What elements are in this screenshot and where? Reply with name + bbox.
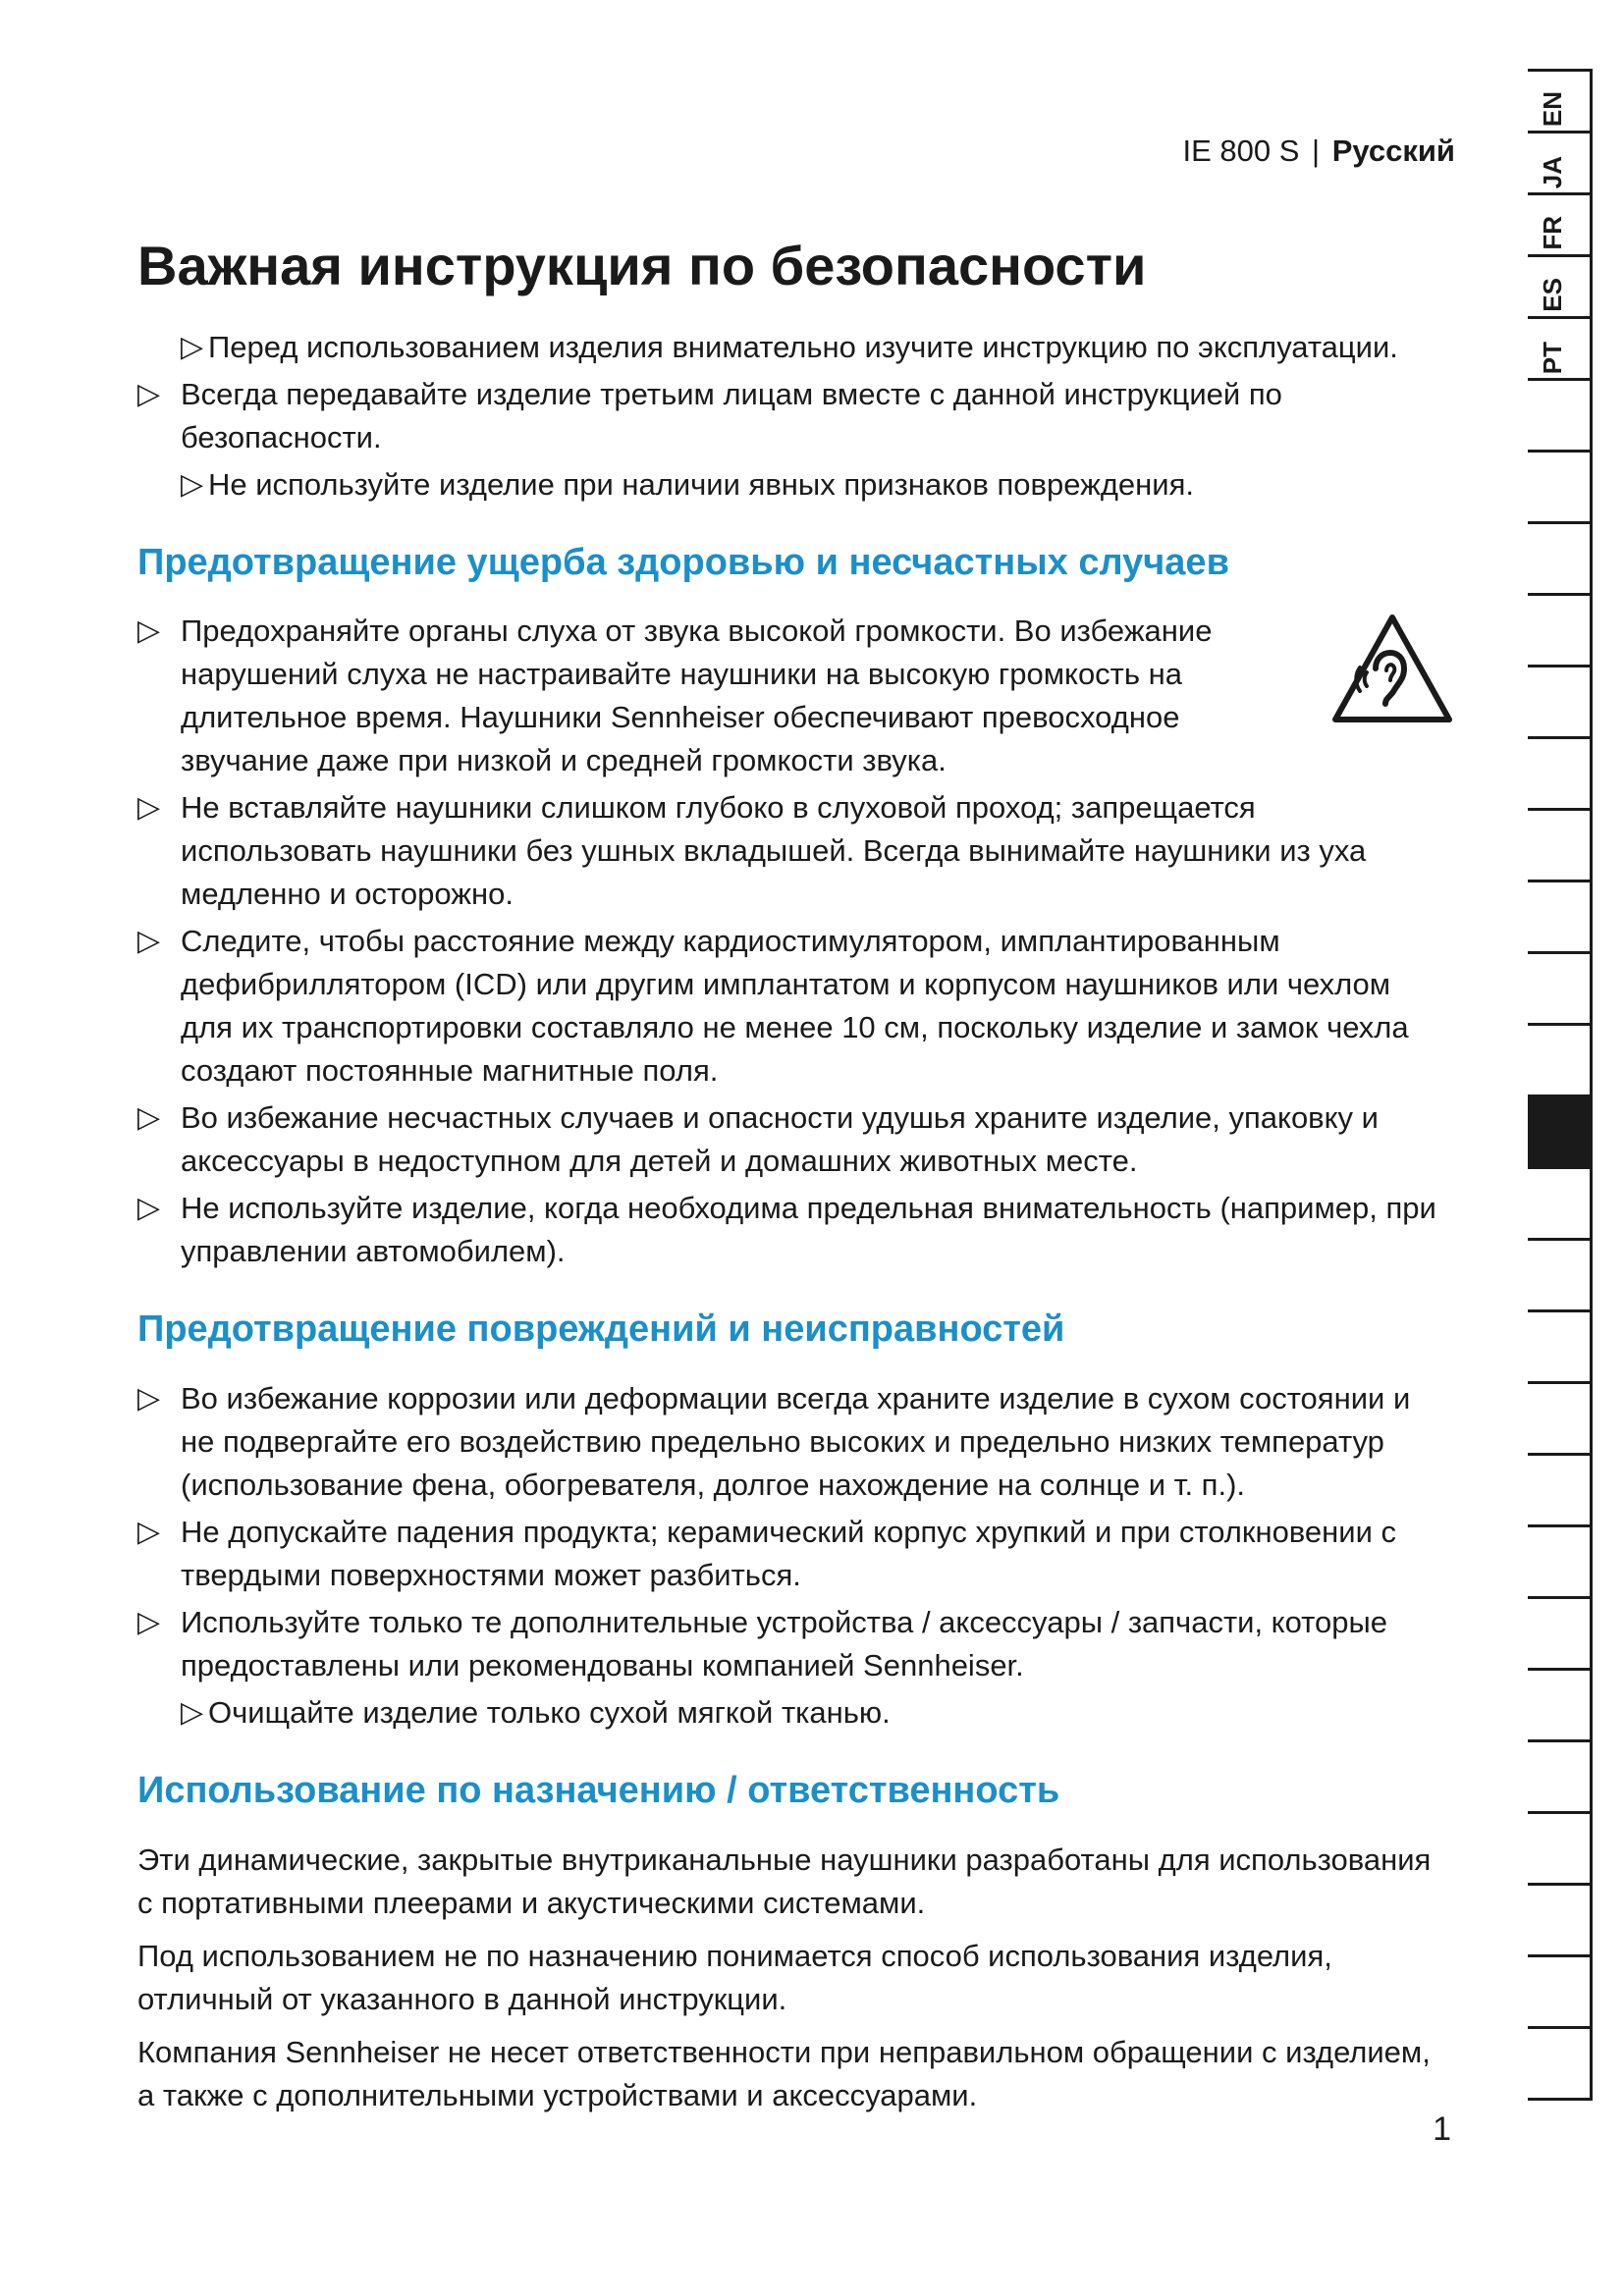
header-language: Русский bbox=[1331, 133, 1455, 168]
section-tab bbox=[1528, 808, 1593, 880]
section-tab bbox=[1528, 450, 1593, 521]
section-tab bbox=[1528, 1954, 1593, 2026]
lang-tab-fr: FR bbox=[1528, 192, 1593, 254]
lang-tab-pt: PT bbox=[1528, 316, 1593, 378]
document-body bbox=[137, 236, 1443, 2127]
triangle-bullet-icon: ▷ bbox=[181, 1695, 204, 1729]
triangle-bullet-icon: ▷ bbox=[137, 1101, 161, 1135]
section-tab bbox=[1528, 1596, 1593, 1668]
list-item: ▷ Следите, чтобы расстояние между кардиостимулятором, имплантированным дефибриллятором (ICD) или другим имплантатом и корпусом наушников или чехлом для их транспортировки составляло не менее 10 см, поскольку изделие и замок чехла создают постоянные магнитные поля. bbox=[137, 920, 1443, 1093]
triangle-bullet-icon: ▷ bbox=[137, 614, 161, 648]
section-tab bbox=[1528, 665, 1593, 736]
section-tab bbox=[1528, 378, 1593, 450]
list-item: ▷ Не вставляйте наушники слишком глубоко в слуховой проход; запрещается использовать наушники без ушных вкладышей. Всегда вынимайте наушники из уха медленно и осторожно. bbox=[137, 786, 1443, 916]
section-tab bbox=[1528, 1238, 1593, 1309]
section-tab bbox=[1528, 1309, 1593, 1381]
list-item: ▷ Во избежание коррозии или деформации всегда храните изделие в сухом состоянии и не подвергайте его воздействию предельно высоких и предельно низких температур (использование фена, обогревателя, долгое нахождение на солнце и т. п.). bbox=[137, 1377, 1443, 1507]
section-tab bbox=[1528, 1381, 1593, 1453]
section-tab bbox=[1528, 521, 1593, 593]
lang-tab-es: ES bbox=[1528, 254, 1593, 316]
list-item: ▷ Перед использованием изделия внимательно изучите инструкцию по эксплуатации. bbox=[137, 326, 1443, 369]
section-tab bbox=[1528, 1023, 1593, 1095]
list-item: ▷ Во избежание несчастных случаев и опасности удушья храните изделие, упаковку и аксессуары в недоступном для детей и домашних животных месте. bbox=[137, 1096, 1443, 1183]
triangle-bullet-icon: ▷ bbox=[181, 330, 204, 363]
list-item: ▷ Используйте только те дополнительные устройства / аксессуары / запчасти, которые предоставлены или рекомендованы компанией Sennheiser. bbox=[137, 1601, 1443, 1687]
triangle-bullet-icon: ▷ bbox=[137, 1192, 161, 1225]
product-model: IE 800 S bbox=[1182, 133, 1300, 168]
section-tab bbox=[1528, 2026, 1593, 2101]
triangle-bullet-icon: ▷ bbox=[181, 467, 204, 501]
section-tab bbox=[1528, 951, 1593, 1023]
triangle-bullet-icon: ▷ bbox=[137, 1381, 161, 1415]
section-tab bbox=[1528, 736, 1593, 808]
language-tab-strip bbox=[1528, 69, 1593, 2101]
triangle-bullet-icon: ▷ bbox=[137, 791, 161, 825]
lang-tab-en: EN bbox=[1528, 69, 1593, 131]
hearing-warning-icon bbox=[1331, 614, 1453, 723]
section-tab bbox=[1528, 1811, 1593, 1883]
paragraph: Под использованием не по назначению понимается способ использования изделия, отличный от указанного в данной инструкции. bbox=[137, 1938, 1332, 2016]
section-tab bbox=[1528, 1883, 1593, 1954]
section-heading-damage: Предотвращение повреждений и неисправностей bbox=[137, 1308, 1065, 1351]
section-tab bbox=[1528, 880, 1593, 951]
list-item: ▷ Не используйте изделие при наличии явных признаков повреждения. bbox=[137, 463, 1443, 507]
triangle-bullet-icon: ▷ bbox=[137, 1605, 161, 1638]
paragraph: Эти динамические, закрытые внутриканальные наушники разработаны для использования с портативными плеерами и акустическими системами. bbox=[137, 1842, 1432, 1920]
paragraph: Компания Sennheiser не несет ответственности при неправильном обращении с изделием, а также с дополнительными устройствами и аксессуарами. bbox=[137, 2034, 1431, 2112]
health-list bbox=[137, 610, 1443, 1273]
section-heading-health: Предотвращение ущерба здоровью и несчастных случаев bbox=[137, 541, 1229, 583]
lang-tab-ja: JA bbox=[1528, 131, 1593, 192]
triangle-bullet-icon: ▷ bbox=[137, 1515, 161, 1548]
intro-list bbox=[137, 326, 1443, 507]
section-heading-intended-use: Использование по назначению / ответственность bbox=[137, 1769, 1060, 1811]
page-number: 1 bbox=[1433, 2110, 1451, 2148]
section-tab bbox=[1528, 1453, 1593, 1524]
section-tab bbox=[1528, 1166, 1593, 1238]
list-item: ▷ Не допускайте падения продукта; керамический корпус хрупкий и при столкновении с твердыми поверхностями может разбиться. bbox=[137, 1511, 1443, 1597]
section-tab bbox=[1528, 593, 1593, 665]
page-title: Важная инструкция по безопасности bbox=[137, 235, 1147, 296]
list-item: ▷ Не используйте изделие, когда необходима предельная внимательность (например, при управлении автомобилем). bbox=[137, 1187, 1443, 1273]
header-separator: | bbox=[1312, 133, 1321, 168]
page-header bbox=[1183, 133, 1456, 169]
triangle-bullet-icon: ▷ bbox=[137, 377, 161, 410]
list-item: ▷ Предохраняйте органы слуха от звука высокой громкости. Во избежание нарушений слуха не настраивайте наушники на высокую громкость на длительное время. Наушники Sennheiser обеспечивают превосходное звучание даже при низкой и средней громкости звука. bbox=[137, 610, 1443, 782]
section-tab bbox=[1528, 1739, 1593, 1811]
list-item: ▷ Очищайте изделие только сухой мягкой тканью. bbox=[137, 1691, 1443, 1735]
damage-list bbox=[137, 1377, 1443, 1735]
active-section-tab bbox=[1528, 1095, 1593, 1166]
triangle-bullet-icon: ▷ bbox=[137, 925, 161, 958]
list-item: ▷ Всегда передавайте изделие третьим лицам вместе с данной инструкцией по безопасности. bbox=[137, 373, 1443, 459]
section-tab bbox=[1528, 1668, 1593, 1739]
section-tab bbox=[1528, 1524, 1593, 1596]
